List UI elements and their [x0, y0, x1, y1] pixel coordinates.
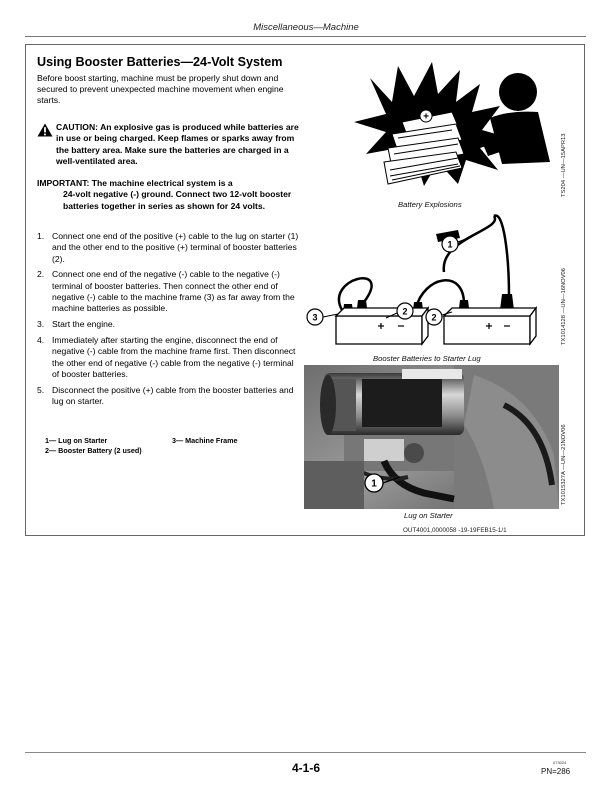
figure-id-tx1014128: TX1014128 —UN—16NOV06 [561, 267, 567, 345]
header-rule [25, 36, 586, 37]
page-header-title: Miscellaneous—Machine [253, 22, 359, 33]
step-item [37, 269, 299, 314]
step-number: 5. [37, 384, 45, 395]
step-item [37, 319, 299, 330]
legend-item-2: 2— Booster Battery (2 used) [45, 446, 142, 456]
callout-1: 1 [447, 239, 453, 250]
step-text: Disconnect the positive (+) cable from the booster batteries and lug on starter. [52, 384, 294, 407]
callout-legend [45, 436, 238, 457]
intro-paragraph: Before boost starting, machine must be properly shut down and secured to prevent unexpected machine movement when engine starts. [37, 73, 284, 106]
figure-caption-lug-on-starter: Lug on Starter [404, 511, 453, 520]
figure-caption-booster-batteries: Booster Batteries to Starter Lug [373, 354, 481, 363]
footer-rule [25, 752, 586, 753]
figure-caption-battery-explosions: Battery Explosions [398, 200, 462, 209]
legend-item-3: 3— Machine Frame [172, 436, 238, 445]
starter-lug-photo [304, 365, 559, 509]
document-reference-code: OUT4001,0000058 -19-19FEB15-1/1 [403, 527, 507, 534]
booster-batteries-diagram [304, 208, 559, 350]
plus-terminal-glyph: + [423, 111, 429, 123]
callout-3: 3 [312, 312, 318, 323]
step-number: 4. [37, 335, 45, 346]
step-text: Start the engine. [52, 319, 116, 330]
caution-text: CAUTION: An explosive gas is produced while batteries are in use or being charged. Keep flames or sparks away from the battery area. Make sure the batteries are charged in a well-ventilated area. [56, 122, 299, 166]
caution-block [37, 122, 299, 167]
legend-item-1: 1— Lug on Starter [45, 436, 108, 445]
figure-id-tx1015327a: TX1015327A —UN—21NOV06 [561, 424, 567, 505]
step-item [37, 385, 299, 408]
step-item [37, 231, 299, 265]
important-text: 24-volt negative (-) ground. Connect two 12-volt booster batteries together in series as shown for 24 volts. [63, 189, 292, 211]
footer-small-code: 073024 [553, 760, 567, 765]
important-note [37, 178, 299, 212]
important-lead: IMPORTANT: The machine electrical system is a [37, 178, 233, 188]
warning-triangle-icon [37, 123, 53, 137]
step-item [37, 335, 299, 380]
figure-id-ts204: TS204 —UN—15APR13 [561, 133, 567, 197]
step-text: Connect one end of the positive (+) cable to the lug on starter (1) and the other end to the positive (+) terminal of booster batteries (2). [52, 231, 299, 264]
callout-2: 2 [402, 306, 408, 317]
page-number: 4-1-6 [291, 761, 320, 775]
step-number: 3. [37, 319, 45, 330]
battery-explosion-illustration [340, 58, 558, 198]
callout-1: 1 [371, 478, 377, 490]
pn-number: PN=286 [541, 767, 571, 776]
callout-2: 2 [431, 312, 437, 323]
section-title: Using Booster Batteries—24-Volt System [37, 55, 283, 69]
step-text: Immediately after starting the engine, disconnect the end of negative (-) cable from the machine frame first. Then disconnect the other end of negative (-) cable from the negative (-) terminal of booster batteries. [52, 335, 296, 380]
step-text: Connect one end of the negative (-) cable to the negative (-) terminal of booster batteries. Then connect the other end of negative (-) cable to the machine frame (3) as far away from the machine batteries as possible. [52, 269, 295, 314]
step-number: 2. [37, 269, 45, 280]
procedure-steps [37, 231, 299, 412]
step-number: 1. [37, 231, 45, 241]
